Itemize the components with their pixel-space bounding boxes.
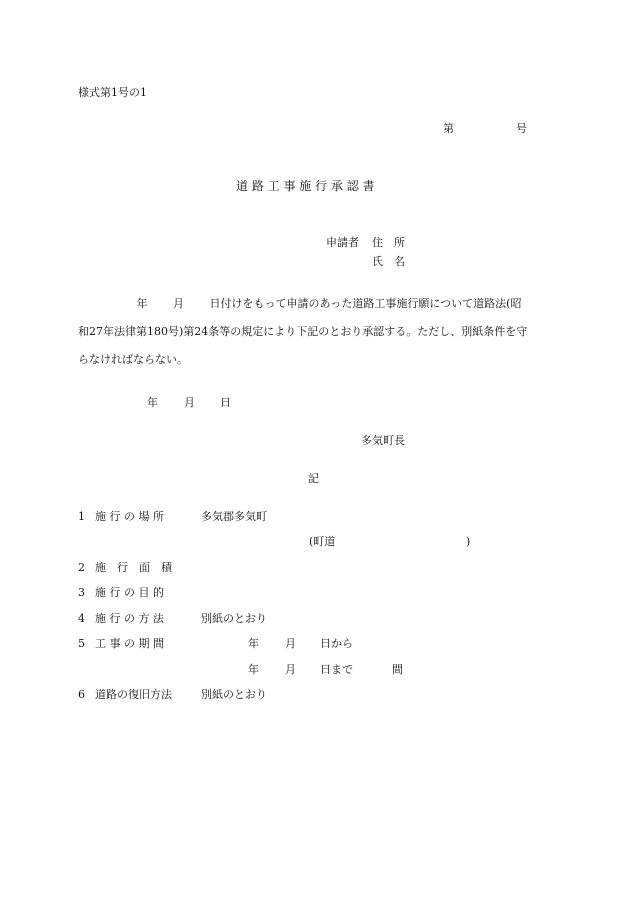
approval-body — [78, 290, 558, 374]
from-year: 年 — [248, 637, 259, 650]
item-number: 5 — [78, 637, 85, 650]
body-line: らなければならない。 — [78, 353, 188, 366]
to-month: 月 — [285, 663, 296, 676]
date-day: 日 — [220, 396, 231, 409]
item-label: 工 事 の 期 間 — [95, 637, 164, 650]
item-label: 施 行 の 目 的 — [95, 586, 164, 599]
road-open: (町道 — [309, 535, 336, 548]
item-number: 1 — [78, 510, 85, 523]
body-line: 年 月 日付けをもって申請のあった道路工事施行願について道路法(昭 — [78, 297, 522, 310]
road-close: ) — [466, 535, 471, 548]
to-year: 年 — [248, 663, 259, 676]
date-year: 年 — [147, 396, 158, 409]
name-label: 氏 名 — [372, 255, 405, 268]
item-number: 4 — [78, 612, 85, 625]
number-suffix: 号 — [516, 122, 527, 135]
item-number: 2 — [78, 561, 85, 574]
item-label: 道路の復旧方法 — [95, 688, 172, 701]
item-number: 6 — [78, 688, 85, 701]
body-line: 和27年法律第180号)第24条等の規定により下記のとおり承認する。ただし、別紙条件を守 — [78, 325, 528, 338]
ki-heading: 記 — [308, 472, 319, 485]
to-day: 日まで — [320, 663, 353, 676]
item-number: 3 — [78, 586, 85, 599]
document-title: 道 路 工 事 施 行 承 認 書 — [236, 179, 375, 193]
address-label: 住 所 — [372, 236, 405, 249]
item-label: 施 行 の 場 所 — [95, 510, 164, 523]
issuer: 多気町長 — [361, 434, 405, 447]
from-day: 日から — [320, 637, 353, 650]
item-value: 別紙のとおり — [201, 688, 267, 701]
form-id: 様式第1号の1 — [78, 86, 147, 99]
from-month: 月 — [285, 637, 296, 650]
item-value: 別紙のとおり — [201, 612, 267, 625]
applicant-label: 申請者 — [326, 236, 359, 249]
item-value: 多気郡多気町 — [201, 510, 267, 523]
period-label: 間 — [392, 663, 403, 676]
item-label: 施 行 の 方 法 — [95, 612, 164, 625]
date-month: 月 — [184, 396, 195, 409]
number-prefix: 第 — [443, 122, 454, 135]
item-label: 施 行 面 積 — [95, 561, 172, 574]
